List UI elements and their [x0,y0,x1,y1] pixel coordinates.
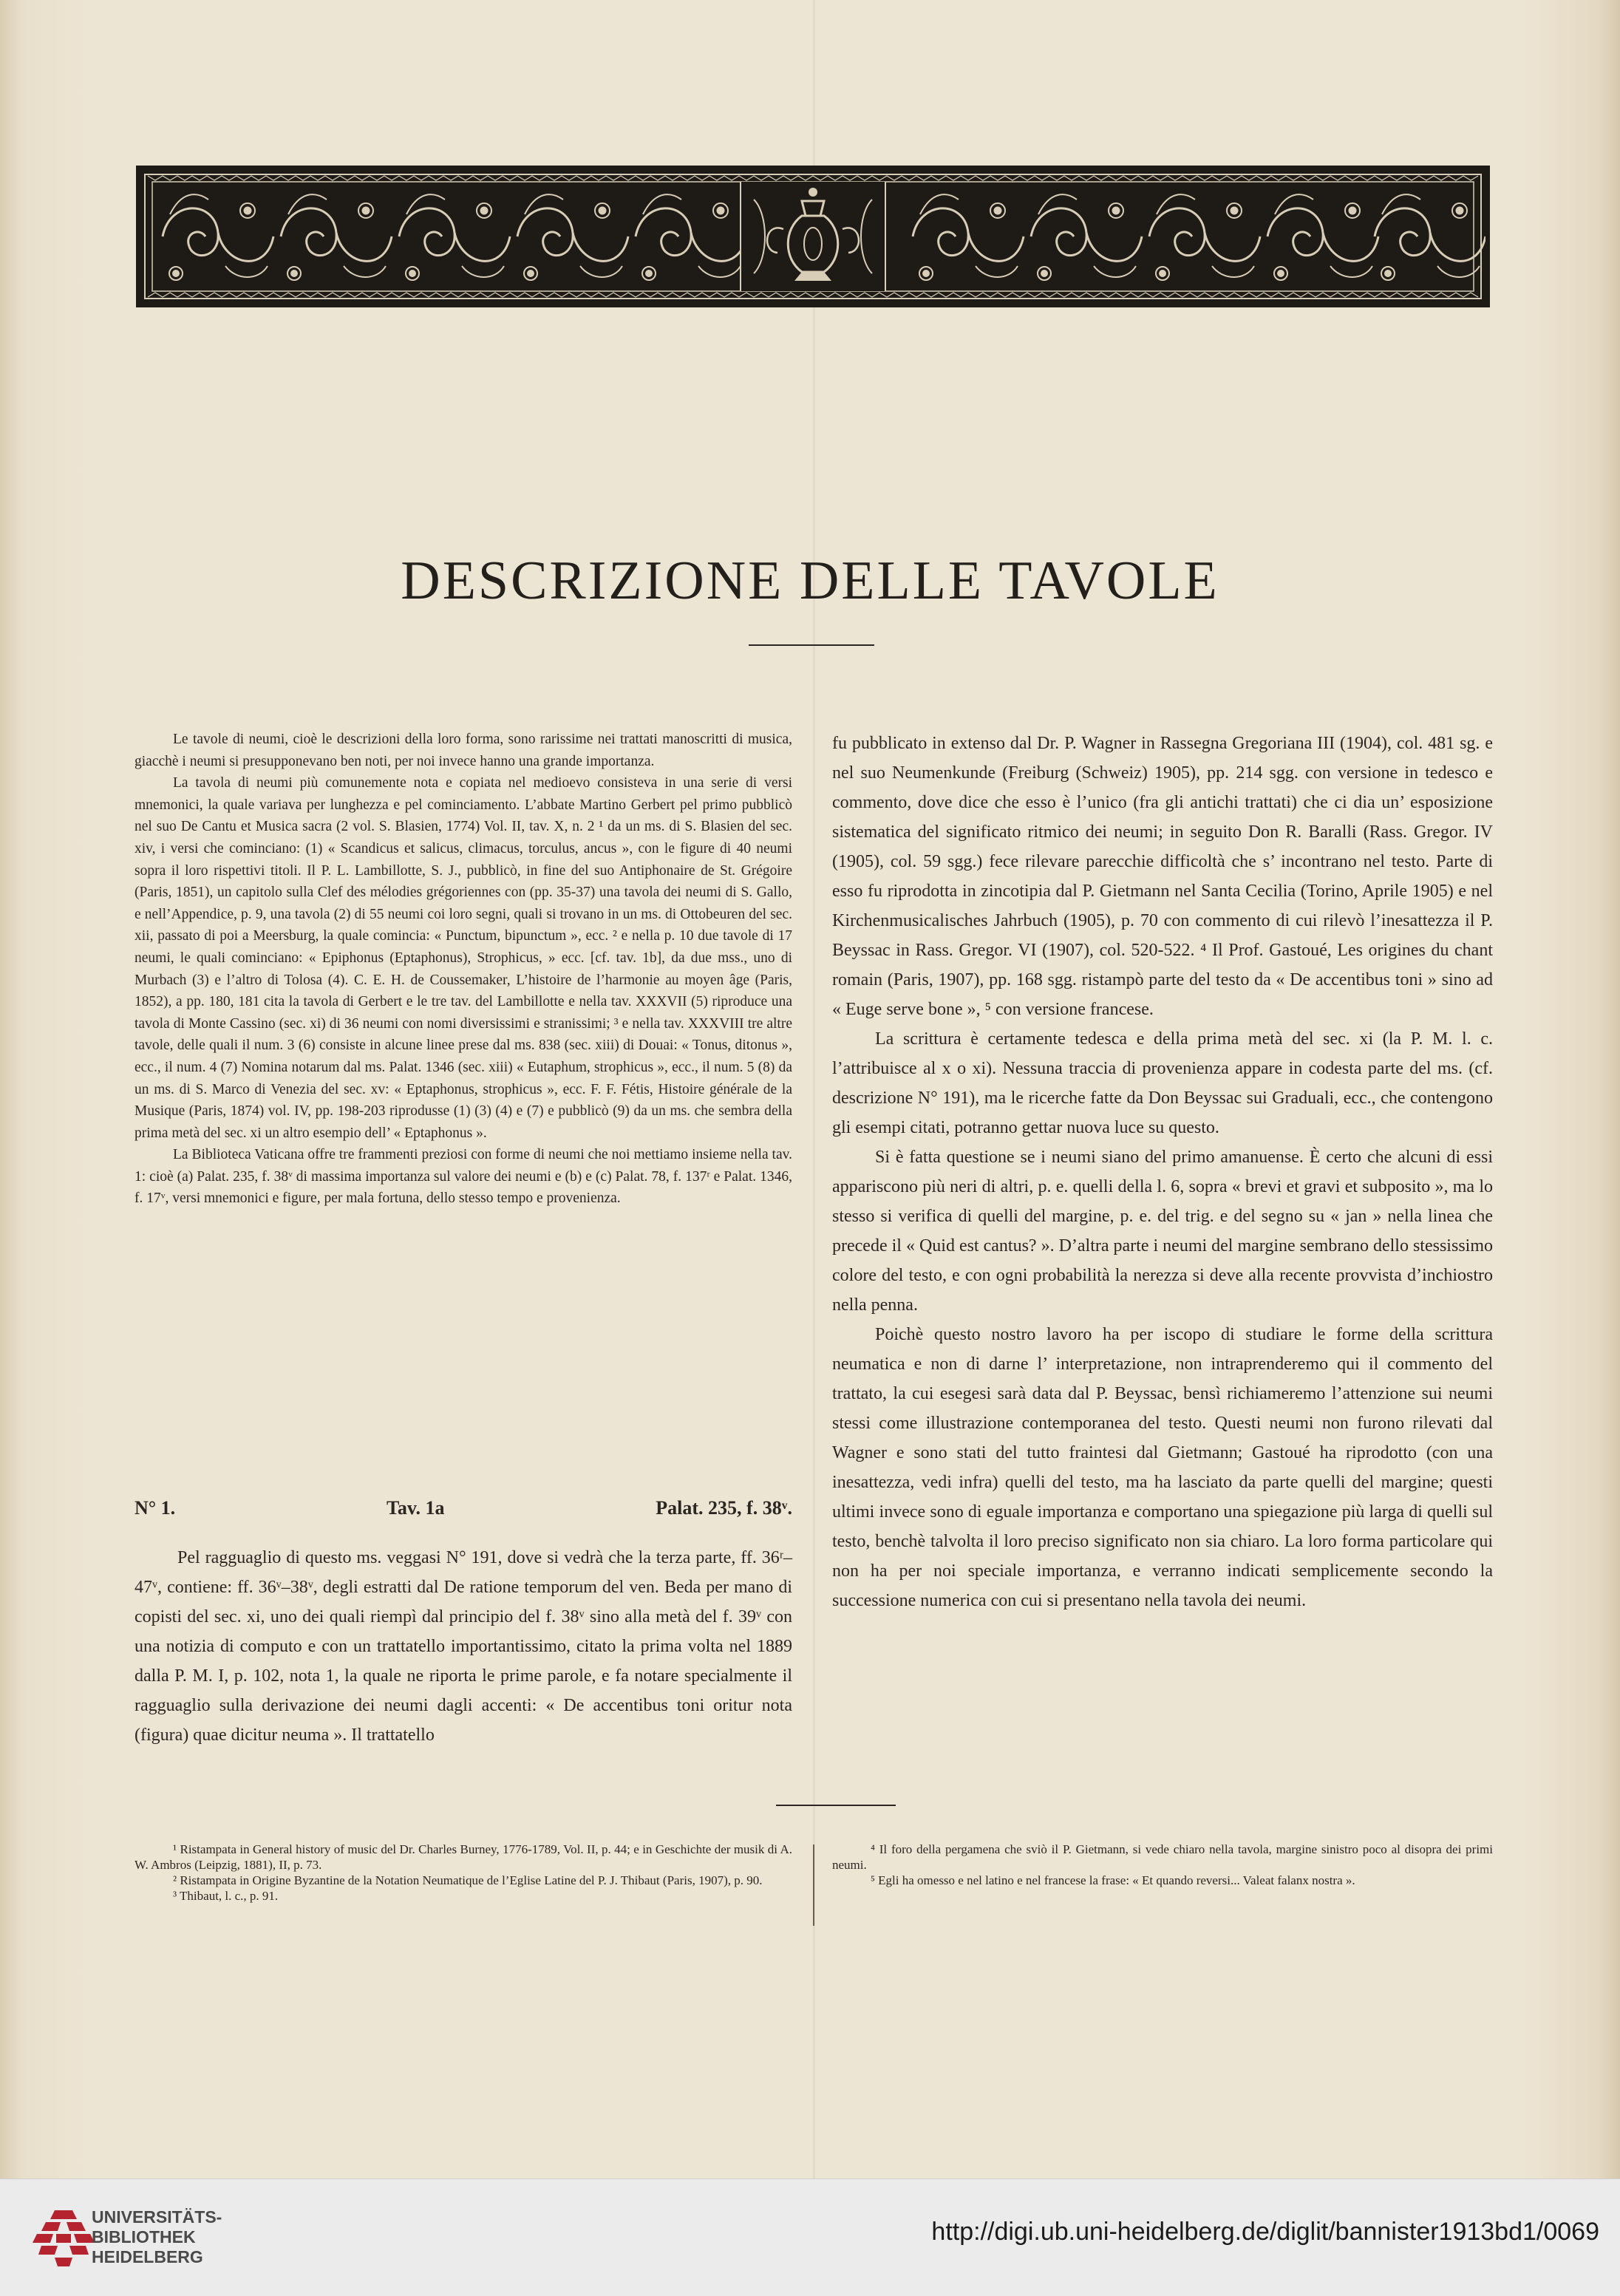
ornament-graphic [140,170,1485,303]
footnote-divider [813,1844,814,1926]
body-paragraph: Pel ragguaglio di questo ms. veggasi N° 191, dove si vedrà che la terza parte, ff. 36ʳ–47ᵛ, contiene: ff. 36ᵛ–38ᵛ, degli estratti dal De ratione temporum del ven. Beda per mano di copisti del sec. xi, uno dei quali riempì dal principio del f. 38ᵛ sino alla metà del f. 39ᵛ con una notizia di computo e con un trattatello importantissimo, citato la prima volta nel 1889 dalla P. M. I, p. 102, nota 1, la quale ne riporta le prime parole, e fa notare specialmente il ragguaglio sulla derivazione dei neumi dagli accenti: « De accentibus toni oritur nota (figura) quae dicitur neuma ». Il trattatello [135,1548,792,1745]
page-title: DESCRIZIONE DELLE TAVOLE [401,551,1219,611]
footnote: ⁴ Il foro della pergamena che sviò il P. Gietmann, si vede chiaro nella tavola, margine sinistro poco al disopra dei primi neumi. [832,1842,1493,1872]
plate-source: Palat. 235, f. 38ᵛ. [656,1497,792,1519]
body-paragraph: fu pubblicato in extenso dal Dr. P. Wagner in Rassegna Gregoriana III (1904), col. 481 sg. e nel suo Neumenkunde (Freiburg (Schweiz) 1905), pp. 214 sgg. con versione in tedesco e commento, dove dice che esso è l’unico (fra gli antichi trattati) che ci dia un’ esposizione sistematica del significato ritmico dei neumi; in seguito Don R. Baralli (Rass. Gregor. IV (1905), col. 59 sgg.) fece rilevare parecchie difficoltà che s’ incontrano nel testo. Parte di esso fu riprodotta in zincotipia dal P. Gietmann nel Santa Cecilia (Torino, Aprile 1905) e nel Kirchenmusicalisches Jahrbuch (1905), p. 70 con commento di cui rilevò l’inesattezza il P. Beyssac in Rass. Gregor. VI (1907), col. 520-522. ⁴ Il Prof. Gastoué, Les origines du chant romain (Paris, 1907), pp. 168 sgg. ristampò parte del testo da « De accentibus toni » sino ad « Euge serve bone », ⁵ con versione francese. [832,734,1493,1019]
footnote: ² Ristampata in Origine Byzantine de la Notation Neumatique de l’Eglise Latine del P. J. Thibaut (Paris, 1907), p. 90. [173,1873,763,1887]
viewer-footer [0,2179,1620,2296]
body-paragraph: Si è fatta questione se i neumi siano del primo amanuense. È certo che alcuni di essi appariscono più neri di altri, p. e. quelli della l. 6, sopra « brevi et gravi et subposito », ma lo stesso si verifica di quelli del margine, p. e. del trig. e del segno su « jan » nella linea che precede il « Quid est cantus? ». D’altra parte i neumi del margine sembrano dello stessissimo colore del testo, e con ogni probabilità la nerezza si deve alla recente provvista d’inchiostro nella penna. [832,1148,1493,1315]
body-paragraph: Poichè questo nostro lavoro ha per iscopo di studiare le forme della scrittura neumatica e non di darne l’ interpretazione, non intraprenderemo qui il commento del trattato, la cui esegesi sarà data dal P. Beyssac, bensì richiameremo l’attenzione sui neumi stessi come illustrazione contemporanea del testo. Questi neumi non furono rilevati dal Wagner e sono stati del tutto fraintesi dal Gietmann; Gastoué ha riprodotto (con una inesattezza, vedi infra) quelli del testo, ma ha lasciato da parte quelli del margine; questi ultimi invece sono di eguale importanza e comportano una spiegazione più larga di quelli sul testo, benchè talvolta il loro preciso significato non sia chiaro. La loro forma particolare qui non ha per noi speciale importanza, e verranno indicati semplicemente secondo la successione numerica con cui si presentano nella tavola dei neumi. [832,1325,1493,1610]
intro-paragraph: Le tavole di neumi, cioè le descrizioni della loro forma, sono rarissime nei trattati manoscritti di musica, giacchè i neumi si presupponevano ben noti, per noi invece hanno una grande importanza. [135,732,792,769]
intro-column [135,729,792,1210]
footnote-rule [776,1805,896,1806]
title-rule [749,644,874,646]
footnotes-left [135,1842,792,1904]
footnote: ³ Thibaut, l. c., p. 91. [173,1889,279,1903]
institution-line: HEIDELBERG [92,2247,203,2266]
institution-line: BIBLIOTHEK [92,2227,196,2246]
permalink-url[interactable]: http://digi.ub.uni-heidelberg.de/diglit/bannister1913bd1/0069 [931,2218,1599,2246]
institution-line: UNIVERSITÄTS- [92,2207,222,2227]
ornamental-header-band [136,166,1490,307]
footnote: ¹ Ristampata in General history of music del Dr. Charles Burney, 1776-1789, Vol. II, p. 44; e in Geschichte der musik di A. W. Ambros (Leipzig, 1881), II, p. 73. [135,1842,792,1872]
intro-paragraph: La Biblioteca Vaticana offre tre frammenti preziosi con forme di neumi che noi mettiamo insieme nella tav. 1: cioè (a) Palat. 235, f. 38ᵛ di massima importanza sul valore dei neumi e (b) e (c) Palat. 78, f. 137ʳ e Palat. 1346, f. 17ᵛ, versi mnemonici e figure, per mala fortuna, dello stesso tempo e provenienza. [135,1147,792,1207]
footnote: ⁵ Egli ha omesso e nel latino e nel francese la frase: « Et quando reversi... Valeat falanx nostra ». [871,1873,1355,1887]
left-main-column [135,1543,792,1750]
plate-heading [135,1497,792,1527]
right-column [832,729,1493,1615]
body-paragraph: La scrittura è certamente tedesca e della prima metà del sec. xi (la P. M. l. c. l’attribuisce al x o xi). Nessuna traccia di provenienza appare in codesta parte del ms. (cf. descrizione N° 191), ma le ricerche fatte da Don Beyssac sui Graduali, ecc., che contengono gli esempi citati, potranno gettar nuova luce su questo. [832,1029,1493,1137]
institution-name [92,2207,222,2267]
intro-paragraph: La tavola di neumi più comunemente nota e copiata nel medioevo consisteva in una serie di versi mnemonici, la quale variava per lunghezza e pel cominciamento. L’abbate Martino Gerbert pel primo pubblicò nel suo De Cantu et Musica sacra (2 vol. S. Blasien, 1774) Vol. II, tav. X, n. 2 ¹ da un ms. di S. Blasien del sec. xiv, i versi che cominciano: (1) « Scandicus et salicus, climacus, torculus, ancus », con le figure di 40 neumi sopra il loro rispettivi titoli. Il P. L. Lambillotte, S. J., pubblicò, in fine del suo Antiphonaire de St. Grégoire (Paris, 1851), un capitolo sulla Clef des mélodies grégoriennes con (pp. 35-37) una tavola dei neumi di S. Gallo, e nell’Appendice, p. 9, una tavola (2) di 55 neumi coi loro segni, quali si trovano in un ms. di Ottobeuren del sec. xii, passato di poi a Meersburg, la quale comincia: « Punctum, bipunctum », ecc. ² e nella p. 10 due tavole di 17 neumi, le quali cominciano: « Epiphonus (Eptaphonus), Strophicus, » ecc. [cf. tav. 1b], da due mss., uno di Murbach (3) e l’altro di Tolosa (4). C. E. H. de Coussemaker, L’histoire de l’harmonie au moyen âge (Paris, 1852), a pp. 180, 181 cita la tavola di Gerbert e le tre tav. del Lambillotte e nella tav. XXXVII (5) riproduce una tavola di Monte Cassino (sec. xi) di 36 neumi con nomi diversissimi e stranissimi; ³ e nella tav. XXXVIII tre altre tavole, delle quali il num. 3 (6) consiste in alcune linee prese dal ms. 838 (sec. xiii) di Douai: « Tonus, ditonus », ecc., il num. 4 (7) Nomina notarum dal ms. Palat. 1346 (sec. xiii) « Eutaphum, strophicus », ecc., il num. 5 (8) da un ms. di S. Marco di Venezia del sec. xv: « Eptaphonus, strophicus », ecc. F. F. Fétis, Histoire générale de la Musique (Paris, 1874) vol. IV, pp. 198-203 riprodusse (1) (3) (4) e (7) e pubblicò (9) da un ms. che sembra della prima metà del sec. xi un altro esempio dell’ « Eptaphonus ». [135,775,792,1141]
university-seal-logo[interactable] [27,2195,101,2277]
plate-number: N° 1. [135,1497,176,1519]
footnotes-right [832,1842,1493,1888]
plate-tav: Tav. 1a [386,1497,445,1519]
